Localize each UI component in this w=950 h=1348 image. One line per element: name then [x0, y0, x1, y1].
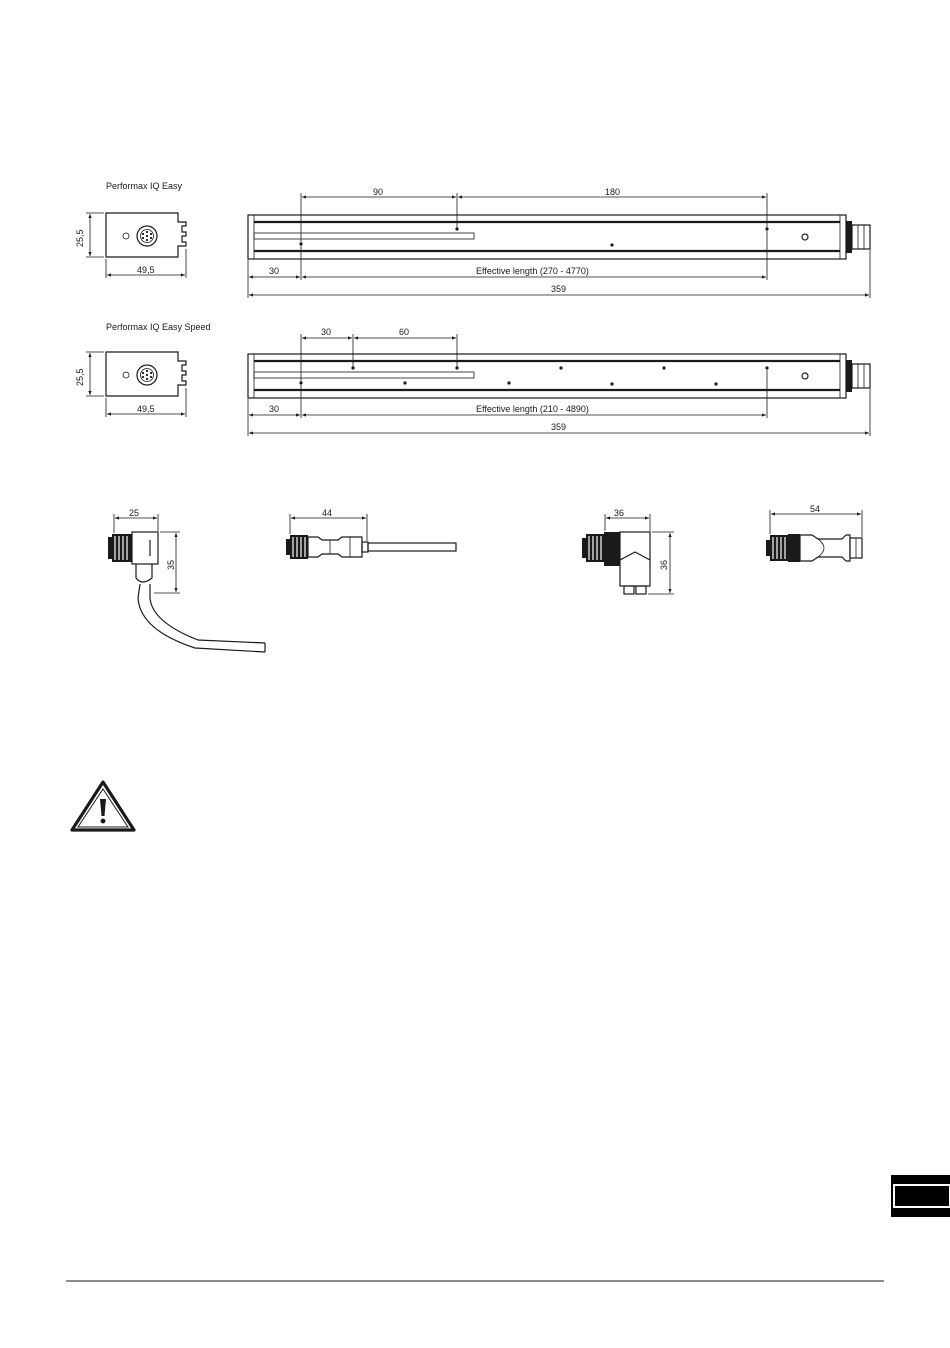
easy-end-view — [75, 213, 186, 278]
easy-end-height: 25,5 — [75, 229, 85, 247]
easy-end-width: 49,5 — [137, 265, 155, 275]
angled-cable-height: 35 — [166, 559, 176, 570]
easy-drawing — [75, 181, 870, 298]
easy-overall-length: 359 — [551, 284, 567, 294]
straight-cable-length: 44 — [322, 508, 333, 518]
speed-dim-60: 60 — [399, 327, 410, 337]
speed-end-view — [75, 352, 186, 417]
warning-triangle-icon — [72, 782, 134, 830]
easy-title: Performax IQ Easy — [106, 181, 183, 191]
easy-dim-30: 30 — [269, 266, 280, 276]
easy-side-view — [248, 187, 870, 298]
speed-overall-length: 359 — [551, 422, 567, 432]
easy-dim-90: 90 — [373, 187, 384, 197]
speed-drawing — [75, 322, 870, 436]
speed-side-view — [248, 327, 870, 436]
straight-plug — [766, 504, 862, 562]
angled-plug — [582, 508, 674, 594]
easy-dim-180: 180 — [605, 187, 621, 197]
angled-cable-width: 25 — [129, 508, 140, 518]
speed-end-width: 49,5 — [137, 404, 155, 414]
angled-cable-connector — [108, 508, 265, 652]
speed-dim-30-top: 30 — [321, 327, 332, 337]
angled-plug-width: 36 — [614, 508, 625, 518]
straight-plug-length: 54 — [810, 504, 821, 514]
speed-effective-length: Effective length (210 - 4890) — [476, 404, 589, 414]
speed-title: Performax IQ Easy Speed — [106, 322, 211, 332]
speed-end-height: 25,5 — [75, 368, 85, 386]
speed-dim-30: 30 — [269, 404, 280, 414]
page-tab-marker — [891, 1175, 950, 1217]
angled-plug-height: 36 — [659, 559, 669, 570]
straight-cable-connector — [286, 508, 456, 559]
easy-effective-length: Effective length (270 - 4770) — [476, 266, 589, 276]
